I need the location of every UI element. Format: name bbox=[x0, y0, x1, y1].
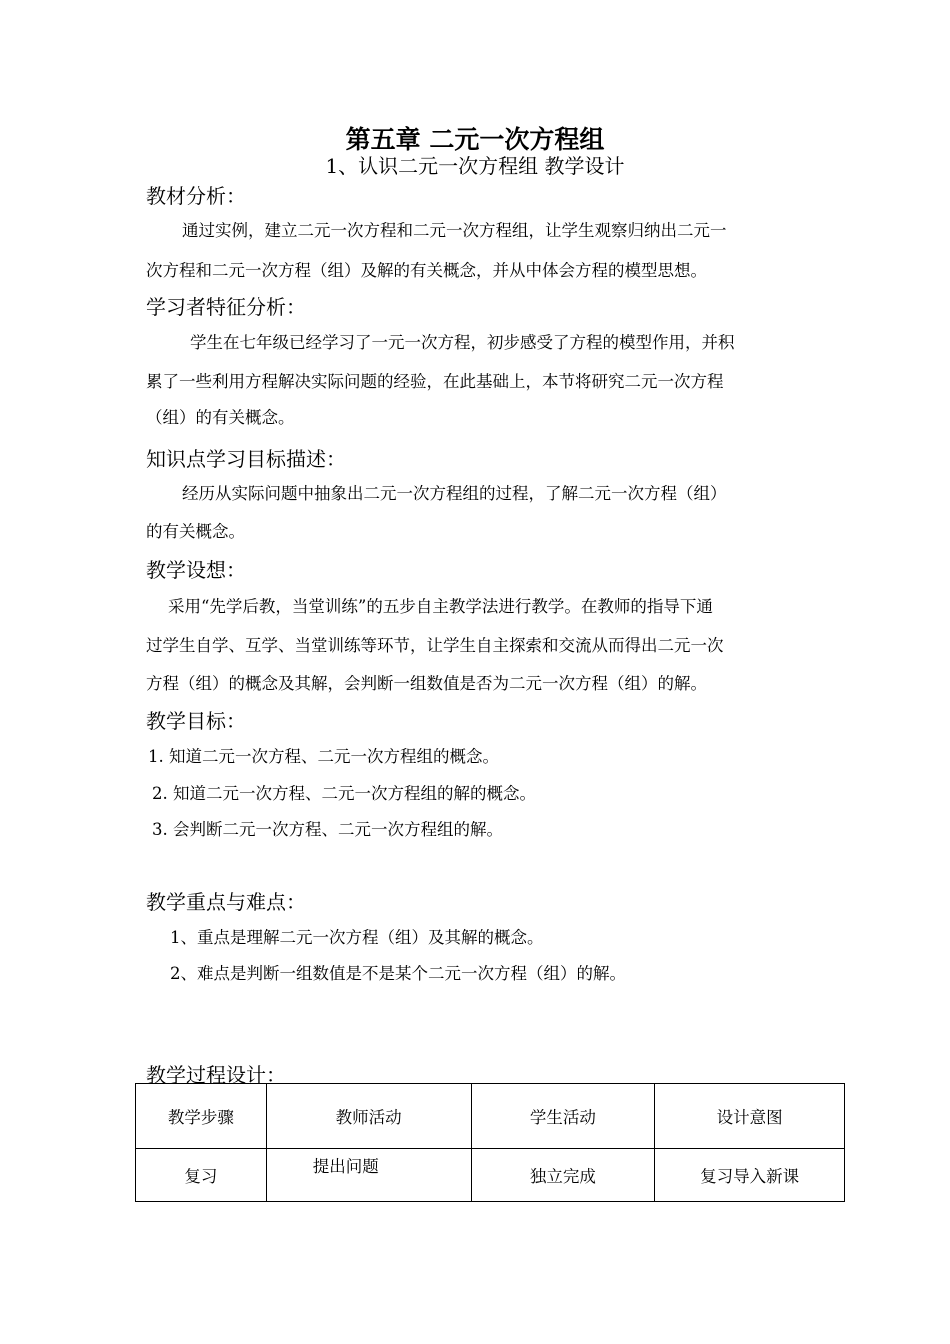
heading-process: 教学过程设计： bbox=[146, 1063, 286, 1087]
heading-knowledge: 知识点学习目标描述： bbox=[146, 447, 346, 471]
header-cell-student: 学生活动 bbox=[471, 1084, 655, 1149]
header-cell-teacher: 教师活动 bbox=[266, 1084, 471, 1149]
idea-line-2: 过学生自学、互学、当堂训练等环节，让学生自主探索和交流从而得出二元一次 bbox=[146, 636, 724, 655]
doc-subtitle: 1、认识二元一次方程组 教学设计 bbox=[325, 154, 625, 178]
heading-analysis: 教材分析： bbox=[146, 184, 246, 208]
process-table bbox=[135, 1083, 845, 1202]
learner-line-2: 累了一些利用方程解决实际问题的经验，在此基础上，本节将研究二元一次方程 bbox=[146, 372, 724, 391]
doc-title: 第五章 二元一次方程组 bbox=[345, 125, 605, 154]
cell-teacher-text: 提出问题 bbox=[312, 1157, 379, 1176]
heading-learner: 学习者特征分析： bbox=[146, 295, 306, 319]
cell-step: 复习 bbox=[136, 1149, 267, 1202]
idea-line-3: 方程（组）的概念及其解，会判断一组数值是否为二元一次方程（组）的解。 bbox=[146, 674, 707, 693]
header-cell-step: 教学步骤 bbox=[136, 1084, 267, 1149]
cell-intent: 复习导入新课 bbox=[655, 1149, 845, 1202]
idea-line-1: 采用“先学后教，当堂训练”的五步自主教学法进行教学。在教师的指导下通 bbox=[168, 597, 713, 616]
header-cell-intent: 设计意图 bbox=[655, 1084, 845, 1149]
table-row bbox=[136, 1149, 845, 1202]
heading-keypoints: 教学重点与难点： bbox=[146, 890, 306, 914]
table-header-row bbox=[136, 1084, 845, 1149]
heading-goals: 教学目标： bbox=[146, 709, 246, 733]
cell-student: 独立完成 bbox=[471, 1149, 655, 1202]
keypoint-item-2: 2、难点是判断一组数值是不是某个二元一次方程（组）的解。 bbox=[170, 964, 626, 983]
analysis-line-1: 通过实例，建立二元一次方程和二元一次方程组，让学生观察归纳出二元一 bbox=[182, 221, 727, 240]
knowledge-line-1: 经历从实际问题中抽象出二元一次方程组的过程，了解二元一次方程（组） bbox=[182, 484, 727, 503]
learner-line-1: 学生在七年级已经学习了一元一次方程，初步感受了方程的模型作用，并积 bbox=[190, 333, 735, 352]
analysis-line-2: 次方程和二元一次方程（组）及解的有关概念，并从中体会方程的模型思想。 bbox=[146, 261, 707, 280]
cell-teacher bbox=[266, 1149, 471, 1202]
knowledge-line-2: 的有关概念。 bbox=[146, 522, 245, 541]
heading-idea: 教学设想： bbox=[146, 558, 246, 582]
keypoint-item-1: 1、重点是理解二元一次方程（组）及其解的概念。 bbox=[170, 928, 544, 947]
goal-item-2: 2. 知道二元一次方程、二元一次方程组的解的概念。 bbox=[152, 784, 536, 803]
goal-item-1: 1. 知道二元一次方程、二元一次方程组的概念。 bbox=[148, 747, 499, 766]
learner-line-3: （组）的有关概念。 bbox=[146, 408, 295, 427]
goal-item-3: 3. 会判断二元一次方程、二元一次方程组的解。 bbox=[152, 820, 503, 839]
